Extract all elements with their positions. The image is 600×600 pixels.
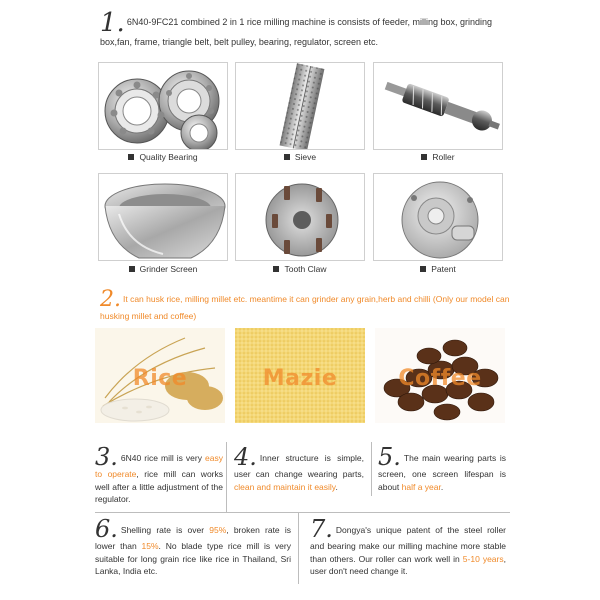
section-5-number: 5. [378, 443, 401, 471]
caption-sieve [235, 152, 365, 162]
section-6-highlight: 15% [141, 541, 159, 551]
section-1-text [100, 10, 520, 49]
caption-text: Roller [432, 152, 455, 162]
bullet-square-icon [273, 266, 279, 272]
caption-text: Grinder Screen [139, 264, 198, 274]
tooth-claw-image [235, 173, 365, 261]
section-4-text: . [335, 481, 338, 492]
sieve-image [235, 62, 365, 150]
divider [298, 512, 299, 584]
caption-tooth-claw [235, 264, 365, 274]
section-3-text: 6N40 rice mill is very [120, 453, 206, 463]
caption-text: Patent [431, 264, 456, 274]
caption-text: Quality Bearing [139, 152, 198, 162]
section-7-number: 7. [310, 515, 333, 543]
section-4 [234, 443, 364, 493]
bullet-square-icon [129, 266, 135, 272]
bearing-image [98, 62, 228, 150]
grinder-screen-image [98, 173, 228, 261]
maize-watermark: Mazie [262, 366, 338, 391]
rice-photo [95, 328, 225, 423]
section-6-highlight: 95% [209, 525, 227, 535]
bullet-square-icon [284, 154, 290, 160]
bullet-square-icon [421, 154, 427, 160]
caption-quality-bearing [98, 152, 228, 162]
patent-image [373, 173, 503, 261]
section-3-highlight: easy to operate [95, 453, 223, 479]
section-1-body: 6N40-9FC21 combined 2 in 1 rice milling machine is consists of feeder, milling box, grinding box,fan, frame, triangle belt, belt pulley, bearing, regulator, screen etc. [100, 17, 492, 47]
section-1 [100, 10, 520, 49]
section-2 [100, 287, 510, 322]
section-4-highlight: clean and maintain it easily [234, 481, 336, 492]
caption-roller [373, 152, 503, 162]
coffee-watermark: Coffee [398, 366, 482, 391]
section-6-number: 6. [95, 515, 118, 543]
section-2-number: 2. [100, 287, 121, 312]
caption-patent [373, 264, 503, 274]
section-4-text: Inner structure is simple, user can change wearing parts, [234, 453, 364, 479]
section-7-highlight: 5-10 years [462, 553, 504, 564]
roller-image [373, 62, 503, 150]
section-2-text: It can husk rice, milling millet etc. meantime it can grinder any grain,herb and chilli (Only our model can husking millet and coffee) [100, 294, 510, 321]
rice-watermark: Rice [132, 366, 188, 391]
section-7-text: Dongya's unique patent of the steel roller and bearing make our milling machine more stable than others. Our roller can work well in [310, 525, 506, 564]
caption-text: Tooth Claw [284, 264, 327, 274]
section-3-text: , rice mill can works well after a little adjustment of the regulator. [95, 469, 224, 504]
section-3 [95, 443, 224, 506]
section-1-number: 1. [100, 8, 125, 38]
section-6 [95, 515, 291, 578]
coffee-photo [375, 328, 505, 423]
section-6-text: , broken rate is lower than [95, 525, 291, 551]
maize-photo [235, 328, 365, 423]
section-4-number: 4. [234, 443, 257, 471]
section-5-text: The main wearing parts is screen, one screen lifespan is about [378, 453, 506, 492]
caption-grinder-screen [98, 264, 228, 274]
section-5 [378, 443, 506, 493]
bullet-square-icon [420, 266, 426, 272]
divider [226, 442, 227, 512]
section-7-text: , user don't need change it. [310, 553, 506, 576]
section-6-text: . No blade type rice mill is very suitable for long grain rice like rice in Thailand, Sri Lanka, India etc. [95, 541, 291, 576]
section-3-number: 3. [95, 443, 118, 471]
divider [95, 512, 510, 513]
divider [371, 442, 372, 496]
section-5-highlight: half a year [401, 481, 441, 492]
section-5-text: . [440, 481, 444, 492]
caption-text: Sieve [294, 152, 317, 162]
bullet-square-icon [128, 154, 134, 160]
section-7 [310, 515, 506, 578]
section-6-text: Shelling rate is over [120, 525, 210, 535]
